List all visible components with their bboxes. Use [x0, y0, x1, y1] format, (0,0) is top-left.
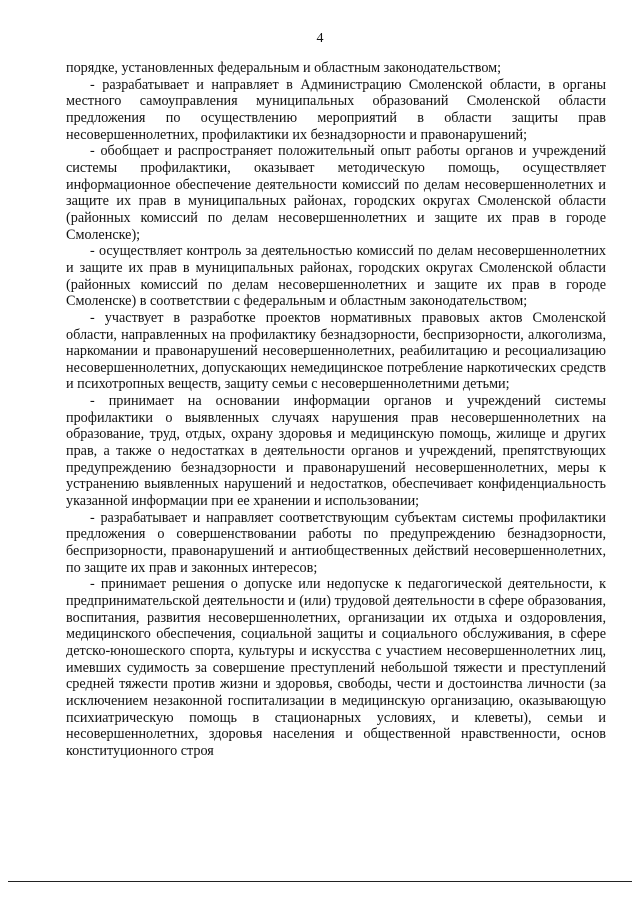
footer-divider: [8, 881, 632, 882]
document-body: [66, 60, 606, 760]
paragraph-control: - осуществляет контроль за деятельностью комиссий по делам несовершеннолетних и защите их прав в муниципальных районах, городских округах Смоленской области (районных комиссий по делам несовершеннолетних и защите их прав в городе Смоленске) в соответствии с федеральным и областным законодательством;: [66, 243, 606, 310]
paragraph-violations: - принимает на основании информации органов и учреждений системы профилактики о выявленных случаях нарушения прав несовершеннолетних на образование, труд, отдых, охрану здоровья и медицинскую помощь, жилище и других прав, а также о недостатках в деятельности органов и учреждений, препятствующих предупреждению безнадзорности и правонарушений несовершеннолетних, меры к устранению выявленных нарушений и недостатков, обеспечивает конфиденциальность указанной информации при ее хранении и использовании;: [66, 393, 606, 510]
paragraph-continuation: порядке, установленных федеральным и областным законодательством;: [66, 60, 502, 76]
paragraph-improvement: - разрабатывает и направляет соответствующим субъектам системы профилактики предложения о совершенствовании работы по предупреждению безнадзорности, беспризорности, правонарушений и антиобщественных действий несовершеннолетних, по защите их прав и законных интересов;: [66, 509, 606, 576]
paragraph-legislation: - участвует в разработке проектов нормативных правовых актов Смоленской области, направленных на профилактику безнадзорности, беспризорности, алкоголизма, наркомании и правонарушений несовершеннолетних, реабилитацию и ресоциализацию несовершеннолетних, допускающих немедицинское потребление наркотических средств и психотропных веществ, защиту семьи с несовершеннолетними детьми;: [66, 309, 606, 393]
paragraph-experience: - обобщает и распространяет положительный опыт работы органов и учреждений системы профилактики, оказывает методическую помощь, осуществляет информационное обеспечение деятельности комиссий по делам несовершеннолетних и защите их прав в муниципальных районах, городских округах Смоленской области (районных комиссий по делам несовершеннолетних и защите их прав в городе Смоленске);: [66, 143, 606, 243]
page-number: 4: [316, 31, 324, 46]
paragraph-proposals: - разрабатывает и направляет в Администрацию Смоленской области, в органы местного самоуправления муниципальных образований Смоленской области предложения по осуществлению мероприятий в области защиты прав несовершеннолетних, профилактики их безнадзорности и правонарушений;: [66, 76, 606, 143]
paragraph-admission-decisions: - принимает решения о допуске или недопуске к педагогической деятельности, к предпринимательской деятельности и (или) трудовой деятельности в сфере образования, воспитания, развития несовершеннолетних, организации их отдыха и оздоровления, медицинского обеспечения, социальной защиты и социального обслуживания, в сфере детско-юношеского спорта, культуры и искусства с участием несовершеннолетних лиц, имевших судимость за совершение преступлений небольшой тяжести и преступлений средней тяжести против жизни и здоровья, свободы, чести и достоинства личности (за исключением незаконной госпитализации в медицинскую организацию, оказывающую психиатрическую помощь в стационарных условиях, и клеветы), семьи и несовершеннолетних, здоровья населения и общественной нравственности, основ конституционного строя: [66, 576, 606, 759]
